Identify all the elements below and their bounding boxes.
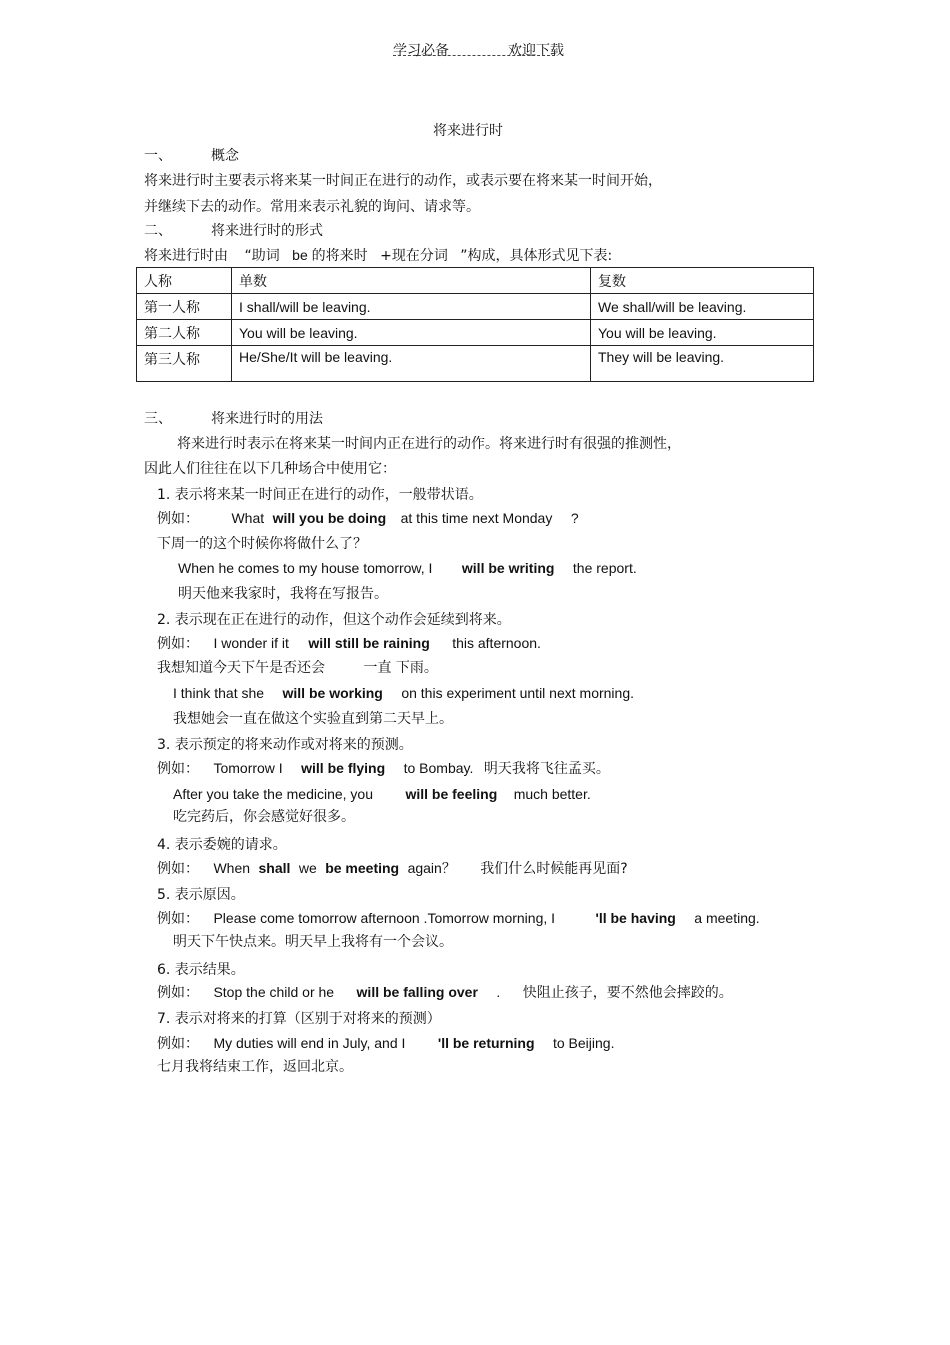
example-translation-inline: 明天我将飞往孟买。 — [483, 761, 610, 777]
usage-4-title: 4. 表示委婉的请求。 — [157, 837, 287, 853]
example-highlight: will still be raining — [308, 635, 430, 651]
example-text: to Beijing. — [552, 1035, 615, 1051]
example-highlight: 'll be having — [595, 910, 676, 926]
example-text: Tomorrow I — [213, 760, 283, 776]
example-text: at this time next Monday — [400, 510, 553, 526]
usage-3-example-1 — [157, 758, 610, 778]
usage-7-title: 7. 表示对将来的打算（区别于对将来的预测） — [157, 1011, 441, 1027]
example-label: 例如： — [157, 861, 199, 877]
usage-7-example-1-translation: 七月我将结束工作，返回北京。 — [157, 1059, 353, 1075]
usage-2-title: 2. 表示现在正在进行的动作，但这个动作会延续到将来。 — [157, 612, 511, 628]
table-row — [137, 320, 814, 346]
example-text: After you take the medicine, you — [173, 786, 373, 802]
usage-4-example-1 — [157, 858, 628, 878]
usage-6-title: 6. 表示结果。 — [157, 962, 245, 978]
table-cell: 第二人称 — [137, 320, 232, 346]
usage-1-example-2 — [178, 560, 637, 577]
example-text: ? — [570, 510, 579, 526]
example-label: 例如： — [157, 761, 199, 777]
example-label: 例如： — [157, 511, 199, 527]
usage-2-example-1 — [157, 633, 541, 653]
table-row — [137, 346, 814, 382]
table-cell: I shall/will be leaving. — [232, 294, 591, 320]
header-left-text: 学习必备 — [393, 43, 449, 59]
example-highlight: 'll be returning — [437, 1035, 535, 1051]
usage-intro-line-1: 将来进行时表示在将来某一时间内正在进行的动作。将来进行时有很强的推测性， — [177, 436, 681, 452]
example-text: we — [298, 860, 317, 876]
table-row — [137, 294, 814, 320]
concept-line-1: 将来进行时主要表示将来某一时间正在进行的动作，或表示要在将来某一时间开始， — [144, 173, 662, 189]
example-text: again？ — [407, 860, 456, 876]
page-title: 将来进行时 — [433, 123, 503, 139]
form-intro-b: “助词 — [244, 248, 280, 264]
example-highlight: will be feeling — [405, 786, 498, 802]
table-header-cell: 复数 — [591, 268, 814, 294]
example-highlight: will be falling over — [356, 984, 478, 1000]
example-text: My duties will end in July, and I — [213, 1035, 406, 1051]
example-text: much better. — [513, 786, 591, 802]
example-highlight: will be writing — [461, 560, 555, 576]
table-cell: You will be leaving. — [591, 320, 814, 346]
usage-3-example-2 — [173, 786, 591, 803]
example-text: Please come tomorrow afternoon .Tomorrow morning, I — [213, 910, 556, 926]
example-highlight: will be working — [282, 685, 383, 701]
example-text: I wonder if it — [213, 635, 289, 651]
example-text: What — [231, 510, 265, 526]
usage-1-example-1 — [157, 508, 579, 528]
section-2-heading: 将来进行时的形式 — [211, 223, 323, 239]
section-1-number: 一、 — [144, 148, 172, 164]
table-cell: We shall/will be leaving. — [591, 294, 814, 320]
example-text: this afternoon. — [452, 635, 541, 651]
section-2-number: 二、 — [144, 223, 172, 239]
example-label: 例如： — [157, 636, 199, 652]
example-text: Stop the child or he — [213, 984, 335, 1000]
usage-3-example-2-translation: 吃完药后，你会感觉好很多。 — [173, 809, 355, 825]
section-3-heading: 将来进行时的用法 — [211, 411, 323, 427]
example-highlight: shall — [258, 860, 291, 876]
usage-2-example-2-translation: 我想她会一直在做这个实验直到第二天早上。 — [173, 711, 453, 727]
example-highlight: will you be doing — [272, 510, 387, 526]
header-underline — [393, 55, 555, 56]
table-header-cell: 单数 — [232, 268, 591, 294]
example-translation-inline: 我们什么时候能再见面? — [480, 861, 628, 877]
table-cell: 第一人称 — [137, 294, 232, 320]
example-text: a meeting. — [694, 910, 760, 926]
table-cell: You will be leaving. — [232, 320, 591, 346]
usage-2-example-1-translation — [157, 657, 438, 677]
usage-5-example-1-translation: 明天下午快点来。明天早上我将有一个会议。 — [173, 934, 453, 950]
usage-1-example-1-translation: 下周一的这个时候你将做什么了？ — [157, 536, 367, 552]
usage-1-title: 1. 表示将来某一时间正在进行的动作，一般带状语。 — [157, 487, 483, 503]
form-intro-c: be 的将来时 — [292, 247, 368, 263]
usage-5-example-1 — [157, 908, 760, 928]
example-label: 例如： — [157, 911, 199, 927]
example-text: I think that she — [173, 685, 265, 701]
example-label: 例如： — [157, 1036, 199, 1052]
example-text: When he comes to my house tomorrow, I — [178, 560, 433, 576]
table-cell: They will be leaving. — [591, 346, 814, 382]
concept-line-2: 并继续下去的动作。常用来表示礼貌的询问、请求等。 — [144, 199, 480, 215]
form-intro-d: +现在分词 — [380, 248, 448, 264]
usage-2-example-2 — [173, 685, 634, 702]
usage-3-title: 3. 表示预定的将来动作或对将来的预测。 — [157, 737, 413, 753]
form-intro-a: 将来进行时由 — [144, 248, 228, 264]
usage-intro-line-2: 因此人们往往在以下几种场合中使用它： — [144, 461, 396, 477]
table-header-cell: 人称 — [137, 268, 232, 294]
example-text: . — [496, 984, 501, 1000]
translation-part: 我想知道今天下午是否还会 — [157, 660, 325, 676]
table-cell: 第三人称 — [137, 346, 232, 382]
section-3-number: 三、 — [144, 411, 172, 427]
section-1-heading: 概念 — [211, 148, 239, 164]
usage-6-example-1 — [157, 982, 733, 1002]
header-right-text: 欢迎下载 — [508, 43, 564, 59]
example-text: on this experiment until next morning. — [401, 685, 635, 701]
example-label: 例如： — [157, 985, 199, 1001]
example-translation-inline: 快阻止孩子，要不然他会摔跤的。 — [522, 985, 733, 1001]
example-highlight: will be flying — [301, 760, 386, 776]
form-intro — [144, 245, 612, 265]
usage-7-example-1 — [157, 1033, 614, 1053]
table-cell: He/She/It will be leaving. — [232, 346, 591, 382]
usage-1-example-2-translation: 明天他来我家时，我将在写报告。 — [178, 586, 388, 602]
forms-table — [136, 267, 814, 382]
example-text: to Bombay. — [403, 760, 474, 776]
table-header-row — [137, 268, 814, 294]
example-highlight: be meeting — [325, 860, 400, 876]
example-text: the report. — [572, 560, 637, 576]
translation-part: 一直 下雨。 — [363, 660, 438, 676]
example-text: When — [213, 860, 251, 876]
form-intro-e: ”构成，具体形式见下表: — [460, 248, 613, 264]
usage-5-title: 5. 表示原因。 — [157, 887, 245, 903]
